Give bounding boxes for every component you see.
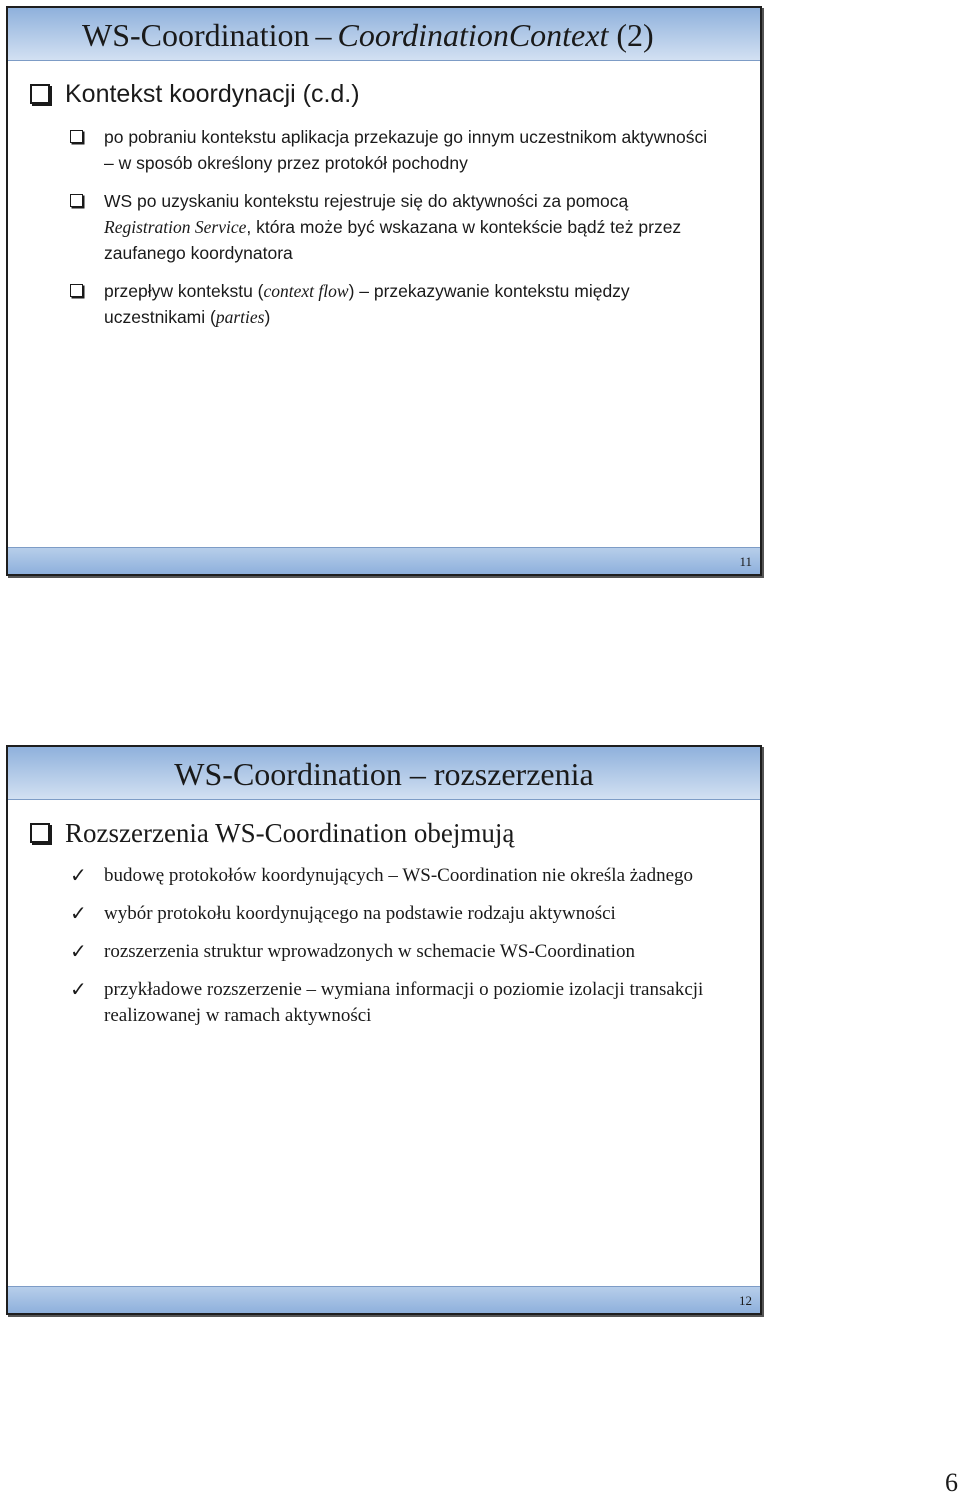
checkbox-square-icon [70,284,83,297]
slide-12 [6,745,762,1315]
footer-bar [8,1286,760,1313]
item-text-before: WS po uzyskaniu kontekstu rejestruje się do aktywności za pomocą [104,191,629,211]
list-item [70,188,710,266]
checkmark-icon: ✓ [70,939,87,963]
checkbox-square-icon [30,823,50,843]
document-page-number: 6 [945,1468,958,1497]
list-item [70,278,710,330]
title-main: WS-Coordination [82,17,310,53]
heading [30,817,514,849]
heading [30,78,360,110]
title-suffix: (2) [616,17,654,53]
list-item [70,124,710,176]
bullet-list [70,124,710,342]
item-text-italic-2: parties [215,307,265,327]
slide-title: WS-Coordination – rozszerzenia [174,756,594,792]
slide-page-number: 12 [739,1293,752,1308]
item-text-middle: ) – przekazywanie kontekstu między uczestnikami ( [104,281,630,327]
slide-title [82,15,654,55]
item-text: po pobraniu kontekstu aplikacja przekazuje go innym uczestnikom aktywności – w sposób określony przez protokół pochodny [104,127,708,173]
list-item [70,863,710,889]
checkmark-icon: ✓ [70,863,87,887]
slide-page-number: 11 [739,554,752,569]
item-text-after: , która może być wskazana w kontekście bądź też przez zaufanego koordynatora [104,217,682,263]
checkbox-square-icon [70,194,83,207]
title-italic: CoordinationContext [337,17,609,53]
heading-text: Kontekst koordynacji (c.d.) [65,80,360,108]
item-text-italic: context flow [263,281,349,301]
item-text: rozszerzenia struktur wprowadzonych w schemacie WS-Coordination [104,941,635,962]
bullet-list [70,863,710,1041]
list-item [70,939,710,965]
checkmark-icon: ✓ [70,901,87,925]
list-item [70,901,710,927]
item-text: budowę protokołów koordynujących – WS-Coordination nie określa żadnego [104,865,694,886]
checkbox-square-icon [30,84,50,104]
item-text: przykładowe rozszerzenie – wymiana informacji o poziomie izolacji transakcji realizowanej w ramach aktywności [104,979,704,1026]
checkbox-square-icon [70,130,83,143]
checkmark-icon: ✓ [70,977,87,1001]
item-text-after: ) [264,307,271,327]
footer-bar [8,547,760,574]
heading-text: Rozszerzenia WS-Coordination obejmują [65,818,515,848]
item-text-italic: Registration Service [104,217,247,237]
slide-11 [6,6,762,576]
list-item [70,977,710,1029]
item-text-before: przepływ kontekstu ( [104,281,264,301]
title-dash: – [315,17,332,53]
item-text: wybór protokołu koordynującego na podstawie rodzaju aktywności [104,903,616,924]
